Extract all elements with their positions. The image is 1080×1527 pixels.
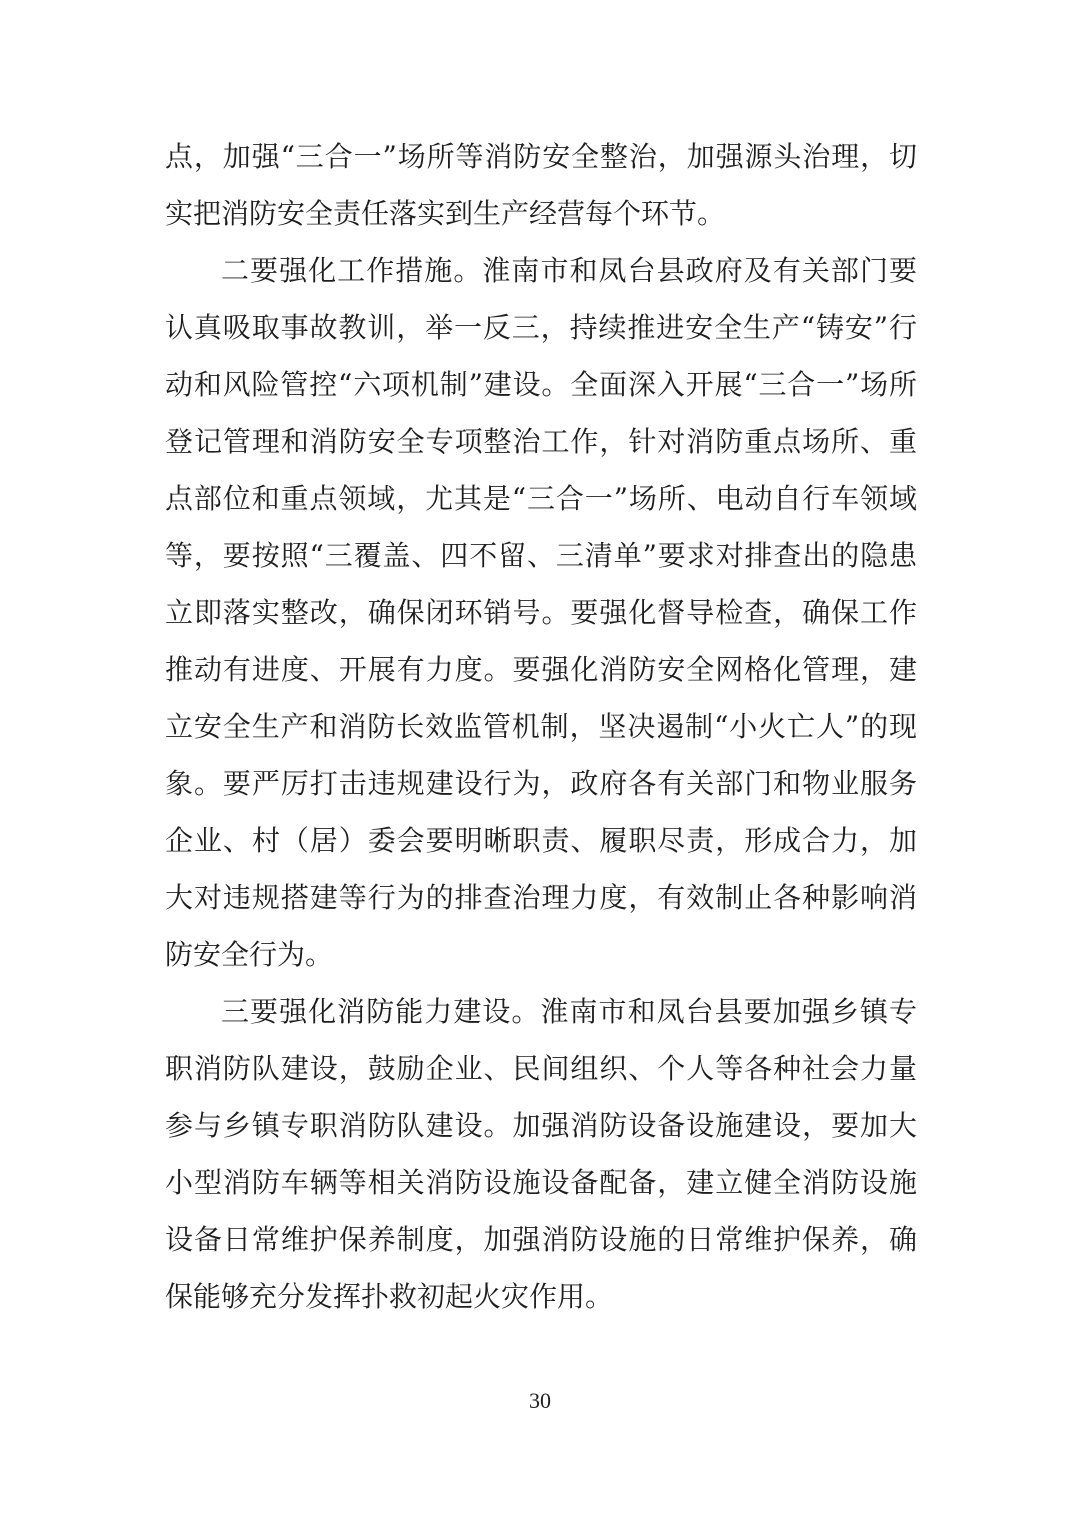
text-line: 动和风险管控“六项机制”建设。全面深入开展“三合一”场所 (165, 368, 917, 401)
text-line: 登记管理和消防安全专项整治工作，针对消防重点场所、重 (165, 425, 917, 458)
text-line: 参与乡镇专职消防队建设。加强消防设备设施建设，要加大 (165, 1109, 917, 1142)
text-line: 立即落实整改，确保闭环销号。要强化督导检查，确保工作 (165, 596, 917, 629)
text-line: 象。要严厉打击违规建设行为，政府各有关部门和物业服务 (165, 767, 917, 800)
body-text (165, 128, 917, 1325)
text-line: 实把消防安全责任落实到生产经营每个环节。 (165, 197, 726, 230)
text-line: 等，要按照“三覆盖、四不留、三清单”要求对排查出的隐患 (165, 539, 917, 572)
text-line: 小型消防车辆等相关消防设施设备配备，建立健全消防设施 (165, 1166, 917, 1199)
paragraph-start-line: 三要强化消防能力建设。淮南市和凤台县要加强乡镇专 (221, 995, 917, 1028)
text-line: 职消防队建设，鼓励企业、民间组织、个人等各种社会力量 (165, 1052, 917, 1085)
text-line: 推动有进度、开展有力度。要强化消防安全网格化管理，建 (165, 653, 917, 686)
page-number: 30 (529, 1388, 551, 1413)
text-line: 认真吸取事故教训，举一反三，持续推进安全生产“铸安”行 (165, 311, 917, 344)
paragraph-start-line: 二要强化工作措施。淮南市和凤台县政府及有关部门要 (221, 254, 917, 287)
text-line: 保能够充分发挥扑救初起火灾作用。 (165, 1280, 614, 1313)
text-line: 设备日常维护保养制度，加强消防设施的日常维护保养，确 (165, 1223, 917, 1256)
text-line: 点部位和重点领域，尤其是“三合一”场所、电动自行车领域 (165, 482, 917, 515)
text-line: 点，加强“三合一”场所等消防安全整治，加强源头治理，切 (165, 140, 917, 173)
text-line: 防安全行为。 (165, 938, 334, 971)
text-line: 企业、村（居）委会要明晰职责、履职尽责，形成合力，加 (165, 824, 917, 857)
text-line: 立安全生产和消防长效监管机制，坚决遏制“小火亡人”的现 (165, 710, 917, 743)
text-line: 大对违规搭建等行为的排查治理力度，有效制止各种影响消 (165, 881, 917, 914)
